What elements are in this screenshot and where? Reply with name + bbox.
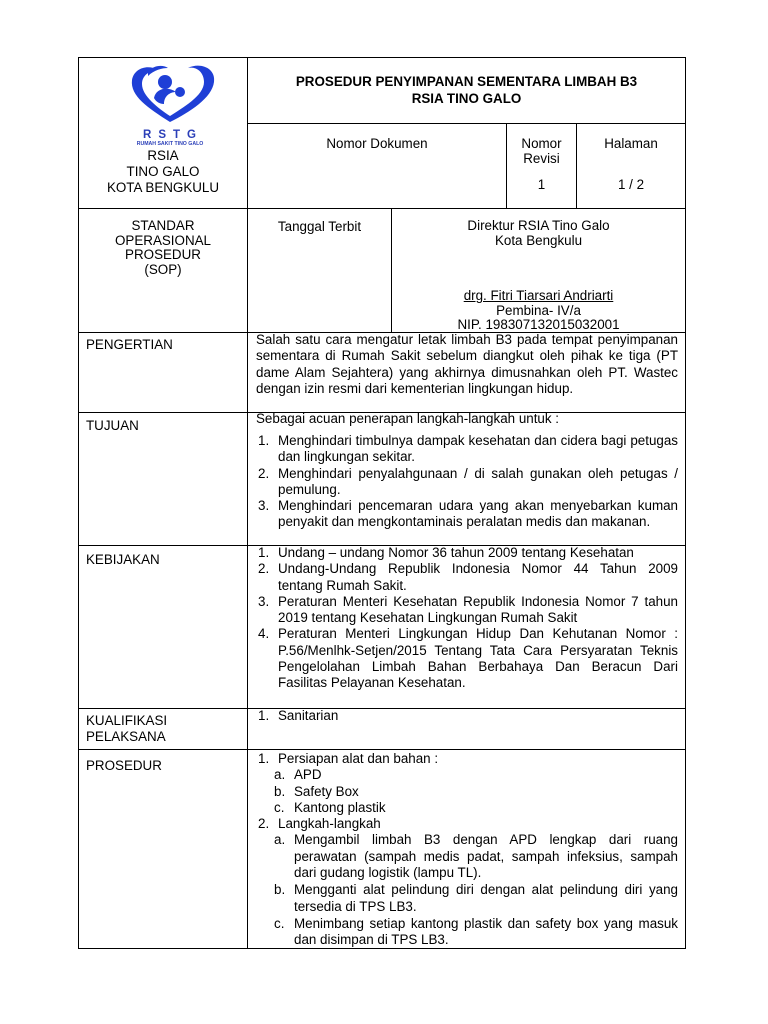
pengertian-text: Salah satu cara mengatur letak limbah B3 pada tempat penyimpanan sementara di Rumah Sakit sebelum diangkut oleh pihak ke tiga (PT dame Alam Sejahtera) yang akhirnya dimusnahkan oleh PT. Wastec dengan izin resmi dari kementerian lingkungan hidup. [256, 332, 678, 396]
title-line: PROSEDUR PENYIMPANAN SEMENTARA LIMBAH B3 [295, 74, 638, 89]
tujuan-list [258, 433, 678, 531]
list-item: 1. Menghindari timbulnya dampak kesehatan dan cidera bagi petugas dan lingkungan sekitar. [258, 433, 678, 465]
list-item: b. Mengganti alat pelindung diri dengan alat pelindung diri yang tersedia di TPS LB3. [274, 882, 678, 914]
kualifikasi-list [258, 708, 678, 724]
revisi-label-line: Revisi [523, 151, 560, 166]
signer-rank: Pembina- IV/a [496, 302, 581, 318]
tujuan-label: TUJUAN [86, 418, 139, 433]
org-line: KOTA BENGKULU [106, 180, 220, 195]
list-item: 2. Menghindari penyalahgunaan / di salah gunakan oleh petugas / pemulung. [258, 465, 678, 497]
signer-block [392, 289, 685, 333]
step-item: 2. Langkah-langkah [258, 816, 381, 832]
halaman-label: Halaman [604, 136, 658, 151]
list-item: 3. Menghindari pencemaran udara yang akan menyebarkan kuman penyakit dan mengkontaminais peralatan medis dan makanan. [258, 498, 678, 530]
document-title [248, 73, 685, 107]
list-item: 2. Undang-Undang Republik Indonesia Nomor 44 Tahun 2009 tentang Rumah Sakit. [258, 561, 678, 593]
kebijakan-list [258, 545, 678, 692]
list-item: c. Kantong plastik [274, 799, 386, 815]
column-divider [247, 57, 248, 949]
list-item: a. Mengambil limbah B3 dengan APD lengkap dari ruang perawatan (sampah medis padat, sampah infeksius, sampah dari gudang logistik (lampu TL). [274, 832, 678, 881]
step2-list [274, 832, 678, 948]
hospital-logo [118, 62, 222, 146]
prosedur-label: PROSEDUR [86, 758, 162, 773]
sop-line: (SOP) [144, 261, 182, 277]
list-item: b. Safety Box [274, 783, 359, 799]
step1-list [274, 767, 678, 816]
list-item: a. APD [274, 767, 322, 783]
mother-child-heart-icon [118, 62, 222, 126]
pengertian-label: PENGERTIAN [86, 337, 173, 352]
organization-name [79, 148, 247, 196]
row-line [247, 123, 686, 124]
nomor-revisi-value: 1 [537, 177, 546, 192]
logo-letters: RSTG [143, 129, 203, 141]
sop-line: STANDAR [131, 218, 195, 233]
director-line: Kota Bengkulu [494, 232, 583, 248]
kualifikasi-line: PELAKSANA [86, 729, 166, 744]
director-line: Direktur RSIA Tino Galo [467, 218, 610, 233]
sop-line: OPERASIONAL [115, 232, 211, 248]
org-line: RSIA [147, 148, 179, 163]
prosedur-steps [258, 751, 678, 950]
list-item: c. Menimbang setiap kantong plastik dan safety box yang masuk dan disimpan di TPS LB3. [274, 915, 678, 948]
tanggal-terbit-label: Tanggal Terbit [277, 219, 362, 234]
signer-nip: NIP. 198307132015032001 [457, 317, 620, 332]
org-line: TINO GALO [126, 164, 200, 179]
revisi-label-line: Nomor [521, 136, 562, 151]
halaman-value: 1 / 2 [617, 177, 645, 192]
tujuan-intro: Sebagai acuan penerapan langkah-langkah untuk : [256, 411, 560, 426]
director-title [392, 219, 685, 248]
nomor-dokumen-label: Nomor Dokumen [326, 136, 428, 151]
table-border-right [685, 57, 686, 949]
list-item: 4. Peraturan Menteri Lingkungan Hidup Dan Kehutanan Nomor : P.56/Menlhk-Setjen/2015 Tentang Tata Cara Persyaratan Teknis Pengelolahan Limbah Bahan Berbahaya Dan Beracun Dari Fasilitas Pelayanan Kesehatan. [258, 626, 678, 691]
sop-line: PROSEDUR [125, 247, 201, 262]
step-item: 1. Persiapan alat dan bahan : [258, 751, 439, 766]
logo-caption: RUMAH SAKIT TINO GALO [136, 141, 204, 147]
kebijakan-label: KEBIJAKAN [86, 552, 160, 567]
title-line: RSIA TINO GALO [411, 91, 522, 106]
kualifikasi-label [86, 713, 167, 745]
list-item: 1. Sanitarian [258, 708, 339, 723]
row-line [78, 208, 686, 209]
table-border-top [78, 57, 686, 58]
nomor-revisi-label [507, 136, 576, 166]
kualifikasi-line: KUALIFIKASI [86, 713, 168, 728]
sop-label [79, 219, 247, 277]
list-item: 1. Undang – undang Nomor 36 tahun 2009 tentang Kesehatan [258, 545, 634, 560]
row-line [78, 749, 686, 750]
list-item: 3. Peraturan Menteri Kesehatan Republik Indonesia Nomor 7 tahun 2019 tentang Kesehatan Lingkungan Rumah Sakit [258, 593, 678, 626]
signer-name: drg. Fitri Tiarsari Andriarti [463, 288, 614, 303]
